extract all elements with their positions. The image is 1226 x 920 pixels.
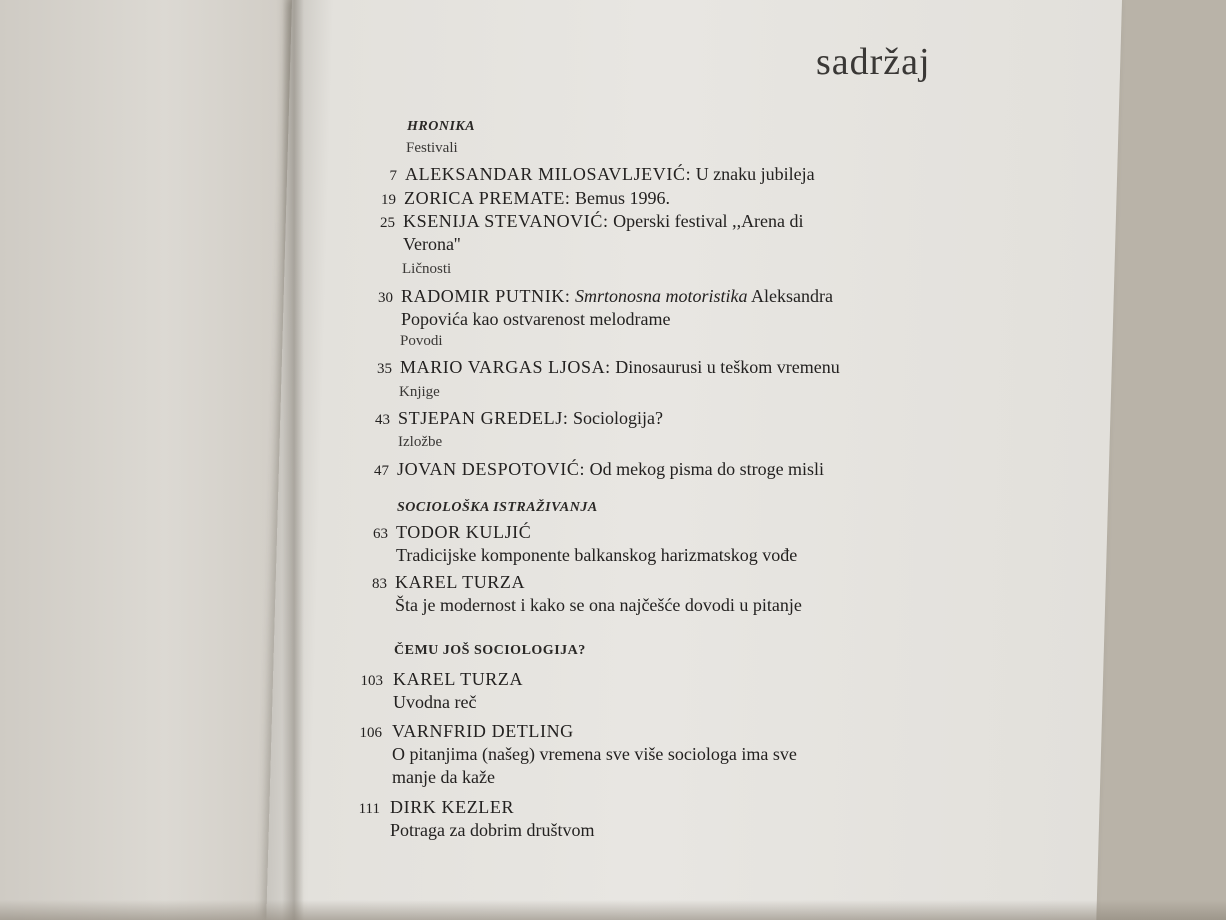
page-number: 35 — [377, 361, 392, 377]
entry-author: DIRK KEZLER — [390, 797, 515, 817]
entry-title: Aleksandra — [751, 286, 834, 306]
group-label-festivali: Festivali — [406, 140, 458, 156]
entry-author: KAREL TURZA — [395, 572, 526, 592]
entry-title: Uvodna reč — [393, 692, 477, 712]
entry-title-continued: manje da kaže — [392, 767, 495, 787]
entry-title: Od mekog pisma do stroge misli — [589, 459, 825, 479]
entry-title: O pitanjima (našeg) vremena sve više sociologa ima sve — [392, 744, 797, 764]
page-number: 63 — [373, 526, 388, 542]
page-title: sadržaj — [816, 41, 931, 83]
entry-title: Sociologija? — [572, 408, 663, 428]
entry-author: MARIO VARGAS LJOSA: — [400, 357, 611, 377]
entry-author: KSENIJA STEVANOVIĆ: — [403, 211, 609, 231]
entry-title-continued: Popovića kao ostvarenost melodrame — [401, 309, 671, 329]
group-label-povodi: Povodi — [400, 333, 443, 349]
entry-title-italic: Smrtonosna motoristika — [575, 286, 748, 306]
page-number: 83 — [372, 576, 387, 592]
page-number: 30 — [378, 290, 393, 306]
entry-title: U znaku jubileja — [695, 164, 815, 184]
page-number: 43 — [375, 412, 390, 428]
page-number: 106 — [359, 725, 382, 741]
group-label-licnosti: Ličnosti — [402, 261, 452, 277]
page-number: 19 — [381, 192, 396, 208]
entry-title: Tradicijske komponente balkanskog harizmatskog vođe — [396, 545, 798, 565]
entry-title: Bemus 1996. — [575, 188, 671, 208]
entry-author: ZORICA PREMATE: — [404, 188, 571, 208]
entry-author: TODOR KULJIĆ — [396, 522, 532, 542]
page-number: 7 — [389, 168, 397, 184]
entry-author: JOVAN DESPOTOVIĆ: — [397, 459, 586, 479]
entry-author: VARNFRID DETLING — [392, 721, 574, 741]
section-heading-hronika: HRONIKA — [407, 119, 476, 134]
entry-title: Potraga za dobrim društvom — [390, 820, 595, 840]
entry-title: Dinosaurusi u teškom vremenu — [615, 357, 840, 377]
entry-title: Operski festival ,,Arena di — [613, 211, 804, 231]
entry-title: Šta je modernost i kako se ona najčešće dovodi u pitanje — [395, 595, 802, 615]
group-label-knjige: Knjige — [399, 384, 440, 400]
entry-author: ALEKSANDAR MILOSAVLJEVIĆ: — [405, 164, 692, 184]
page-number: 111 — [358, 801, 380, 817]
group-label-izlozbe: Izložbe — [398, 434, 443, 450]
section-heading-cemu-jos-sociologija: ČEMU JOŠ SOCIOLOGIJA? — [394, 643, 586, 658]
entry-author: KAREL TURZA — [393, 669, 524, 689]
page-number: 103 — [360, 673, 383, 689]
section-heading-socioloska-istrazivanja: SOCIOLOŠKA ISTRAŽIVANJA — [397, 500, 598, 515]
entry-author: RADOMIR PUTNIK: — [401, 286, 571, 306]
entry-author: STJEPAN GREDELJ: — [398, 408, 569, 428]
page-number: 25 — [380, 215, 395, 231]
entry-title-continued: Verona'' — [403, 234, 461, 254]
page-number: 47 — [374, 463, 389, 479]
